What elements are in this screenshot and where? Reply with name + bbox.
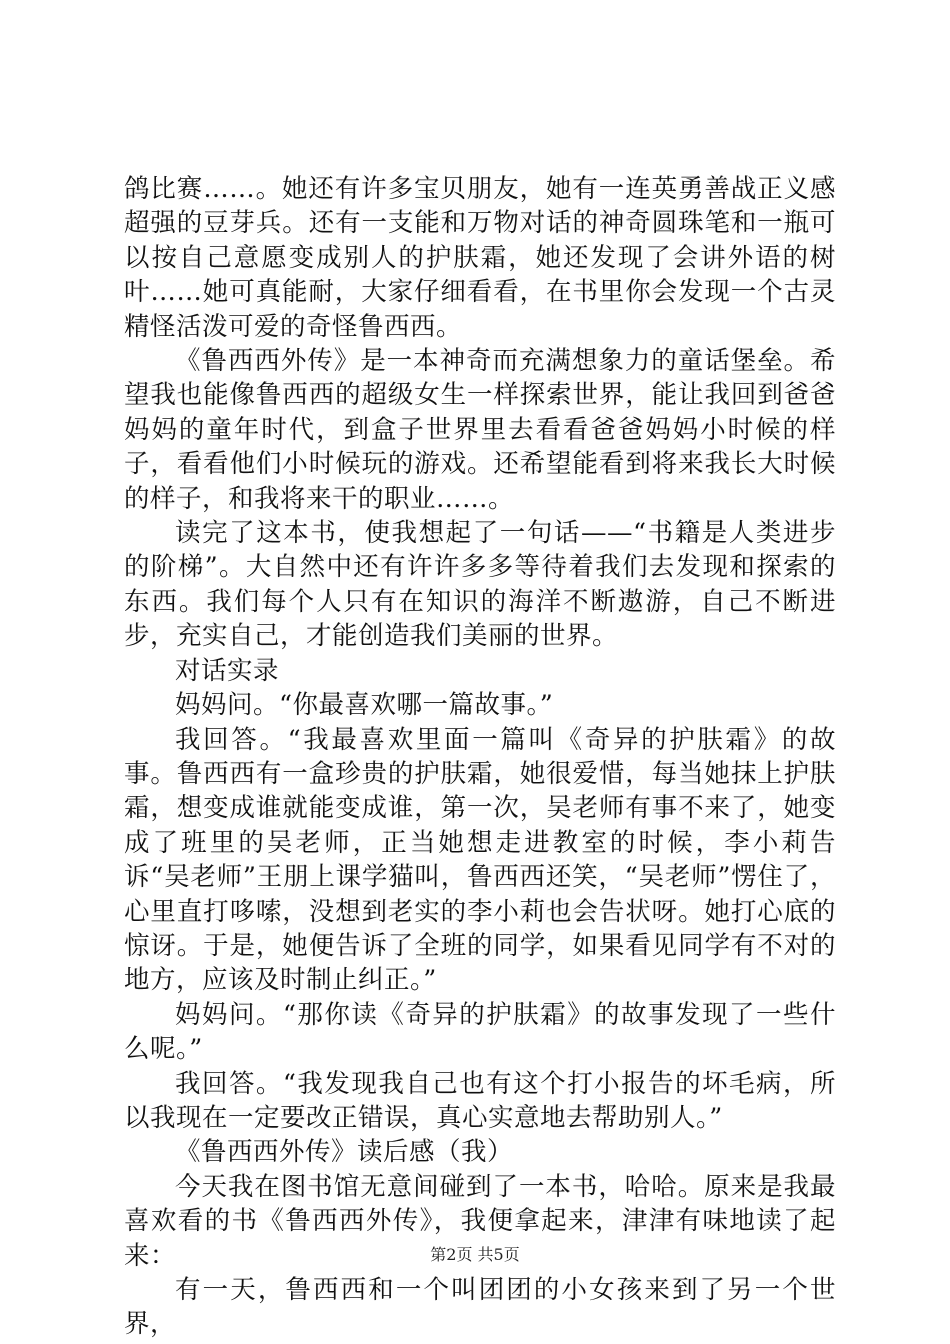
paragraph-dialogue-question-1: 妈妈问。“你最喜欢哪一篇故事。” <box>175 690 554 721</box>
section-heading-essay: 《鲁西西外传》读后感（我） <box>175 1137 514 1168</box>
paragraph-dialogue-question-2: 妈妈问。“那你读《奇异的护肤霜》的故事发现了一些什么呢。” <box>124 999 836 1065</box>
page-number-footer: 第2页 共5页 <box>430 1245 520 1264</box>
paragraph-dialogue-answer-2: 我回答。“我发现我自己也有这个打小报告的坏毛病，所以我现在一定要改正错误，真心实意地去帮助别人。” <box>124 1068 836 1133</box>
paragraph-essay-story: 有一天，鲁西西和一个叫团团的小女孩来到了另一个世界， <box>124 1275 836 1340</box>
paragraph-dialogue-answer-1: 我回答。“我最喜欢里面一篇叫《奇异的护肤霜》的故事。鲁西西有一盒珍贵的护肤霜，她很爱惜，每当她抹上护肤霜，想变成谁就能变成谁，第一次，吴老师有事不来了，她变成了班里的吴老师，正当她想走进教室的时候，李小莉告诉“吴老师”王朋上课学猫叫，鲁西西还笑，“吴老师”愣住了，心里直打哆嗦，没想到老实的李小莉也会告状呀。她打心底的惊讶。于是，她便告诉了全班的同学，如果看见同学有不对的地方，应该及时制止纠正。” <box>124 724 836 996</box>
paragraph-essay-intro: 今天我在图书馆无意间碰到了一本书，哈哈。原来是我最喜欢看的书《鲁西西外传》，我便拿起来，津津有味地读了起来： <box>124 1171 836 1271</box>
paragraph-book-review: 《鲁西西外传》是一本神奇而充满想象力的童话堡垒。希望我也能像鲁西西的超级女生一样探索世界，能让我回到爸爸妈妈的童年时代，到盒子世界里去看看爸爸妈妈小时候的样子，看看他们小时候玩的游戏。还希望能看到将来我长大时候的样子，和我将来干的职业……。 <box>124 346 836 514</box>
section-heading-dialogue: 对话实录 <box>175 655 280 686</box>
paragraph-continuation: 鸽比赛……。她还有许多宝贝朋友，她有一连英勇善战正义感超强的豆芽兵。还有一支能和万物对话的神奇圆珠笔和一瓶可以按自己意愿变成别人的护肤霜，她还发现了会讲外语的树叶……她可真能耐，大家仔细看看，在书里你会发现一个古灵精怪活泼可爱的奇怪鲁西西。 <box>124 174 836 342</box>
document-body <box>124 172 836 1342</box>
paragraph-reflection: 读完了这本书，使我想起了一句话——“书籍是人类进步的阶梯”。大自然中还有许许多多等待着我们去发现和探索的东西。我们每个人只有在知识的海洋不断遨游，自己不断进步，充实自己，才能创造我们美丽的世界。 <box>124 518 836 652</box>
